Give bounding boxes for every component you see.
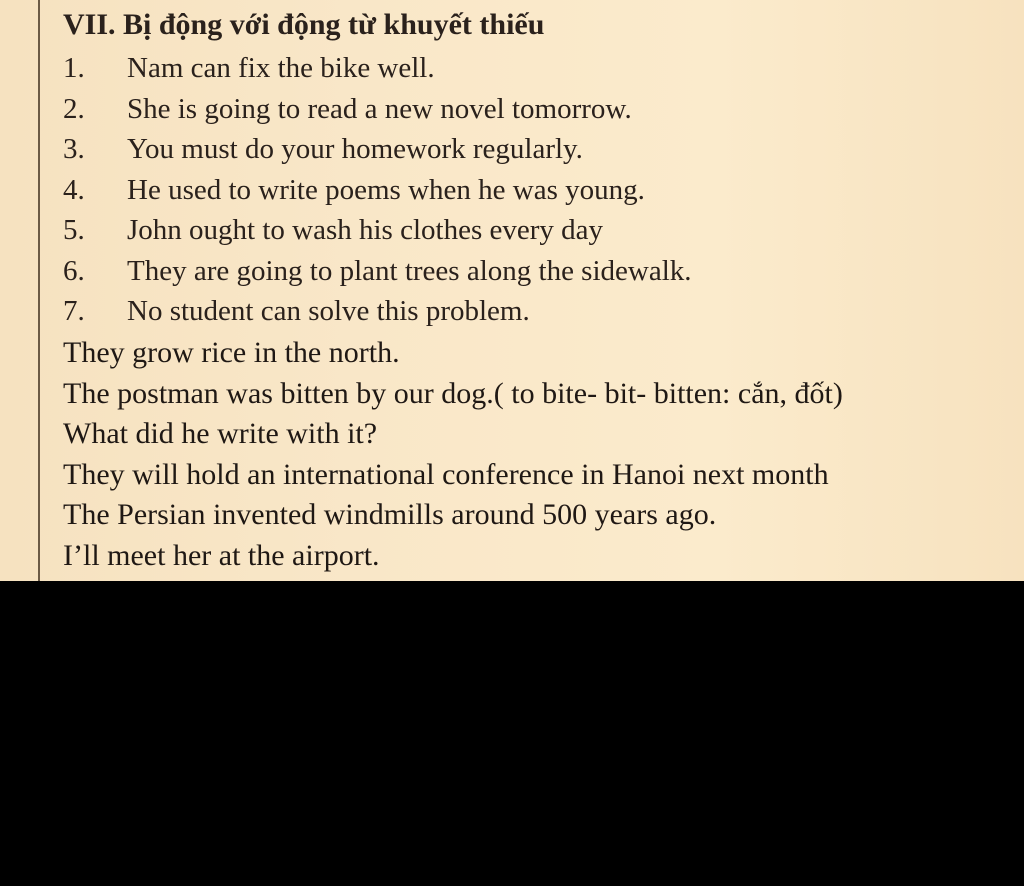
- list-item: [63, 210, 692, 251]
- list-item: [63, 48, 692, 89]
- list-item: [63, 89, 692, 130]
- item-number: 3.: [63, 133, 85, 165]
- sentence: What did he write with it?: [63, 417, 378, 450]
- item-text: He used to write poems when he was young.: [127, 173, 645, 206]
- section-heading: VII. Bị động với động từ khuyết thiếu: [63, 8, 545, 41]
- list-item: [63, 170, 692, 211]
- sentence: They will hold an international conference in Hanoi next month: [63, 457, 829, 491]
- item-text: Nam can fix the bike well.: [127, 52, 435, 84]
- item-text: You must do your homework regularly.: [127, 133, 583, 165]
- item-text: She is going to read a new novel tomorrow.: [127, 92, 632, 125]
- item-number: 4.: [63, 173, 85, 206]
- item-number: 6.: [63, 254, 85, 287]
- list-item: [63, 291, 692, 332]
- item-number: 1.: [63, 52, 85, 84]
- item-text: They are going to plant trees along the sidewalk.: [127, 254, 692, 287]
- list-item: [63, 251, 692, 292]
- item-number: 2.: [63, 92, 85, 125]
- sentence: They grow rice in the north.: [63, 336, 400, 369]
- item-number: 5.: [63, 214, 85, 246]
- sentence-list: [63, 333, 843, 576]
- item-text: No student can solve this problem.: [127, 295, 530, 327]
- sentence: The postman was bitten by our dog.( to bite- bit- bitten: cắn, đốt): [63, 376, 843, 410]
- list-item: [63, 129, 692, 170]
- numbered-list: [63, 48, 692, 332]
- item-number: 7.: [63, 295, 85, 327]
- sentence: The Persian invented windmills around 500 years ago.: [63, 498, 717, 531]
- item-text: John ought to wash his clothes every day: [127, 214, 604, 246]
- margin-line: [38, 0, 40, 581]
- sentence: I’ll meet her at the airport.: [63, 538, 380, 572]
